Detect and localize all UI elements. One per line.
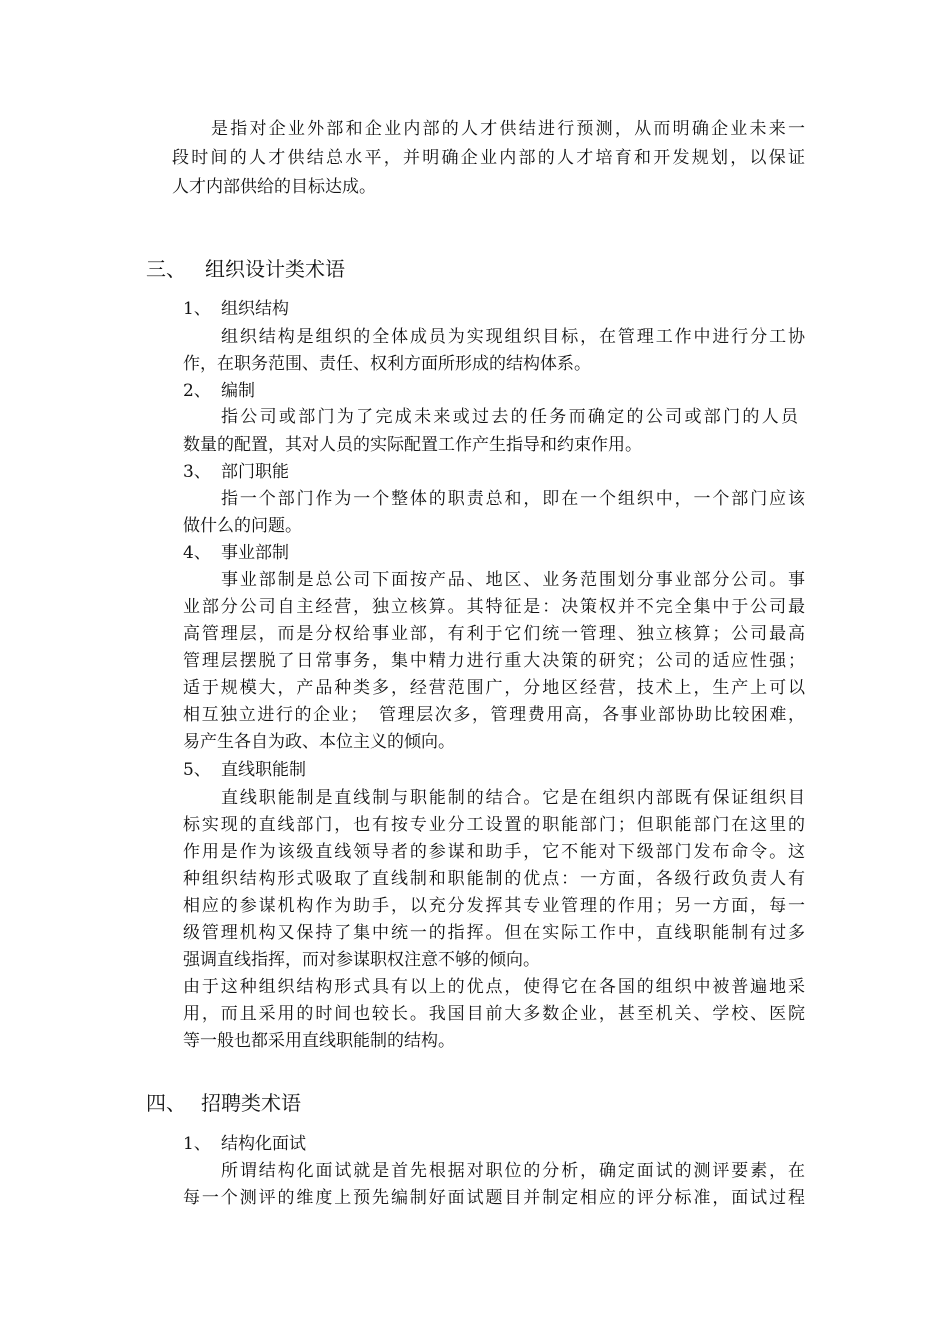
item-3-1-number: 1、 xyxy=(183,299,211,319)
section-3-title: 组织设计类术语 xyxy=(205,257,345,281)
item-3-3-line-1: 指一个部门作为一个整体的职责总和，即在一个组织中，一个部门应该 xyxy=(221,489,805,509)
item-3-5-line-5: 相应的参谋机构作为助手，以充分发挥其专业管理的作用；另一方面，每一 xyxy=(183,896,805,916)
item-3-2-label: 编制 xyxy=(221,381,255,401)
item-3-4-line-3: 高管理层，而是分权给事业部，有利于它们统一管理、独立核算；公司最高 xyxy=(183,624,805,644)
item-3-4-line-5: 适于规模大，产品种类多，经营范围广，分地区经营，技术上，生产上可以 xyxy=(183,678,805,698)
item-3-2-line-1: 指公司或部门为了完成未来或过去的任务而确定的公司或部门的人员 xyxy=(221,407,798,427)
item-3-4-label: 事业部制 xyxy=(221,543,289,563)
item-3-5-line-2: 标实现的直线部门，也有按专业分工设置的职能部门；但职能部门在这里的 xyxy=(183,815,805,835)
item-4-1-label: 结构化面试 xyxy=(221,1134,306,1154)
item-3-1-line-2: 作，在职务范围、责任、权利方面所形成的结构体系。 xyxy=(183,354,591,374)
item-3-5-line-10: 等一般也都采用直线职能制的结构。 xyxy=(183,1031,455,1051)
item-3-1-label: 组织结构 xyxy=(221,299,289,319)
item-3-3-line-2: 做什么的问题。 xyxy=(183,516,302,536)
item-4-1-line-1: 所谓结构化面试就是首先根据对职位的分析，确定面试的测评要素，在 xyxy=(221,1161,805,1181)
item-3-4-line-2: 业部分公司自主经营，独立核算。其特征是：决策权并不完全集中于公司最 xyxy=(183,597,805,617)
item-3-5-line-9: 用，而且采用的时间也较长。我国目前大多数企业，甚至机关、学校、医院 xyxy=(183,1004,805,1024)
item-3-4-line-1: 事业部制是总公司下面按产品、地区、业务范围划分事业部分公司。事 xyxy=(221,570,805,590)
item-3-4-number: 4、 xyxy=(183,543,211,563)
item-3-5-line-7: 强调直线指挥，而对参谋职权注意不够的倾向。 xyxy=(183,950,540,970)
section-4-title: 招聘类术语 xyxy=(201,1091,301,1115)
item-3-2-number: 2、 xyxy=(183,381,211,401)
item-3-3-number: 3、 xyxy=(183,462,211,482)
item-3-4-line-6: 相互独立进行的企业； 管理层次多，管理费用高，各事业部协助比较困难， xyxy=(183,705,805,725)
item-3-1-line-1: 组织结构是组织的全体成员为实现组织目标，在管理工作中进行分工协 xyxy=(221,327,805,347)
item-3-5-label: 直线职能制 xyxy=(221,760,306,780)
item-3-5-line-3: 作用是作为该级直线领导者的参谋和助手，它不能对下级部门发布命令。这 xyxy=(183,842,805,862)
item-3-5-number: 5、 xyxy=(183,760,211,780)
item-3-5-line-1: 直线职能制是直线制与职能制的结合。它是在组织内部既有保证组织目 xyxy=(221,788,805,808)
item-4-1-line-2: 每一个测评的维度上预先编制好面试题目并制定相应的评分标准，面试过程 xyxy=(183,1188,805,1208)
item-3-2-line-2: 数量的配置，其对人员的实际配置工作产生指导和约束作用。 xyxy=(183,435,642,455)
section-4-number: 四、 xyxy=(146,1091,186,1115)
intro-line-1: 是指对企业外部和企业内部的人才供结进行预测，从而明确企业未来一 xyxy=(211,119,805,139)
intro-line-3: 人才内部供给的目标达成。 xyxy=(172,177,376,197)
item-3-5-line-6: 级管理机构又保持了集中统一的指挥。但在实际工作中，直线职能制有过多 xyxy=(183,923,805,943)
item-3-5-line-8: 由于这种组织结构形式具有以上的优点，使得它在各国的组织中被普遍地采 xyxy=(183,977,805,997)
item-3-4-line-4: 管理层摆脱了日常事务，集中精力进行重大决策的研究；公司的适应性强； xyxy=(183,651,805,671)
item-3-5-line-4: 种组织结构形式吸取了直线制和职能制的优点：一方面，各级行政负责人有 xyxy=(183,869,805,889)
item-3-3-label: 部门职能 xyxy=(221,462,289,482)
intro-line-2: 段时间的人才供结总水平，并明确企业内部的人才培育和开发规划，以保证 xyxy=(172,148,805,168)
section-3-number: 三、 xyxy=(146,257,186,281)
item-3-4-line-7: 易产生各自为政、本位主义的倾向。 xyxy=(183,732,455,752)
item-4-1-number: 1、 xyxy=(183,1134,211,1154)
